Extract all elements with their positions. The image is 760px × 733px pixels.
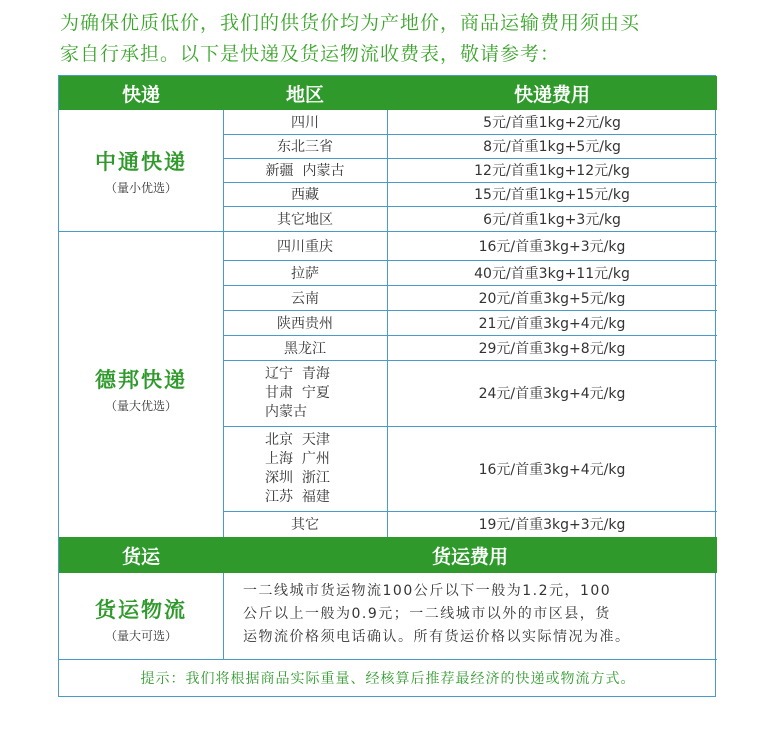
freight-desc-line-1: 一二线城市货运物流100公斤以下一般为1.2元，100 xyxy=(243,583,612,599)
deppon-fee-7: 16元/首重3kg+4元/kg xyxy=(478,461,626,478)
freight-description xyxy=(223,574,717,659)
zto-region-1: 四川 xyxy=(291,115,319,131)
intro-text xyxy=(60,8,720,70)
deppon-fee-5: 29元/首重3kg+8元/kg xyxy=(478,340,626,357)
table-header xyxy=(59,76,717,110)
shipping-fee-table xyxy=(58,75,716,697)
tip-text: 提示：我们将根据商品实际重量、经核算后推荐最经济的快递或物流方式。 xyxy=(140,671,636,687)
deppon-region-1: 四川重庆 xyxy=(277,238,333,255)
zto-fee-5: 6元/首重1kg+3元/kg xyxy=(483,211,621,228)
zto-fee-3: 12元/首重1kg+12元/kg xyxy=(474,163,630,179)
carrier-zto-note: （量小优选） xyxy=(104,181,177,195)
freight-desc-line-3: 运物流价格须电话确认。所有货运价格以实际情况为准。 xyxy=(243,629,631,645)
deppon-region-7-line-2: 上海 广州 xyxy=(265,450,330,467)
deppon-fee-6: 24元/首重3kg+4元/kg xyxy=(478,386,626,402)
carrier-deppon xyxy=(59,364,223,414)
freight-desc-line-2: 公斤以上一般为0.9元；一二线城市以外的市区县，货 xyxy=(243,606,611,622)
intro-line-1: 为确保优质低价，我们的供货价均为产地价，商品运输费用须由买 xyxy=(60,12,641,34)
carrier-deppon-name: 德邦快递 xyxy=(95,368,187,392)
zto-region-5: 其它地区 xyxy=(277,211,333,228)
deppon-region-6-line-2: 甘肃 宁夏 xyxy=(265,384,330,401)
deppon-region-6-line-1: 辽宁 青海 xyxy=(265,365,330,382)
carrier-freight-note: （量大可选） xyxy=(104,629,177,643)
zto-fee-4: 15元/首重1kg+15元/kg xyxy=(474,187,630,203)
zto-fee-2: 8元/首重1kg+5元/kg xyxy=(483,139,621,155)
deppon-region-6-line-3: 内蒙古 xyxy=(265,403,307,420)
carrier-freight-name: 货运物流 xyxy=(95,598,187,622)
carrier-zto xyxy=(59,146,223,196)
deppon-region-6 xyxy=(223,360,387,426)
header-courier: 快递 xyxy=(121,83,160,106)
deppon-fee-3: 20元/首重3kg+5元/kg xyxy=(478,290,626,307)
deppon-fee-1: 16元/首重3kg+3元/kg xyxy=(478,238,626,255)
zto-region-2: 东北三省 xyxy=(277,139,333,155)
deppon-region-7 xyxy=(223,426,387,511)
deppon-region-5: 黑龙江 xyxy=(284,340,326,357)
carrier-freight xyxy=(59,594,223,644)
header-region: 地区 xyxy=(285,83,324,106)
freight-header xyxy=(59,537,717,573)
zto-region-4: 西藏 xyxy=(291,187,319,203)
zto-fee-1: 5元/首重1kg+2元/kg xyxy=(483,115,621,131)
deppon-fee-2: 40元/首重3kg+11元/kg xyxy=(474,265,630,282)
header-freight-fee: 货运费用 xyxy=(431,545,508,568)
deppon-region-4: 陕西贵州 xyxy=(277,315,333,332)
deppon-region-8: 其它 xyxy=(291,517,319,533)
deppon-region-2: 拉萨 xyxy=(291,265,319,282)
deppon-region-3: 云南 xyxy=(291,290,319,307)
zto-region-3: 新疆 内蒙古 xyxy=(265,163,345,179)
header-freight: 货运 xyxy=(121,545,160,568)
deppon-region-7-line-3: 深圳 浙江 xyxy=(265,469,330,486)
deppon-fee-4: 21元/首重3kg+4元/kg xyxy=(478,315,626,332)
deppon-region-7-line-4: 江苏 福建 xyxy=(265,488,330,505)
carrier-deppon-note: （量大优选） xyxy=(104,399,177,413)
deppon-region-7-line-1: 北京 天津 xyxy=(265,431,330,448)
header-fee: 快递费用 xyxy=(513,83,590,106)
deppon-fee-8: 19元/首重3kg+3元/kg xyxy=(478,517,626,533)
carrier-zto-name: 中通快递 xyxy=(95,150,187,174)
intro-line-2: 家自行承担。以下是快递及货运物流收费表，敬请参考： xyxy=(60,43,561,65)
